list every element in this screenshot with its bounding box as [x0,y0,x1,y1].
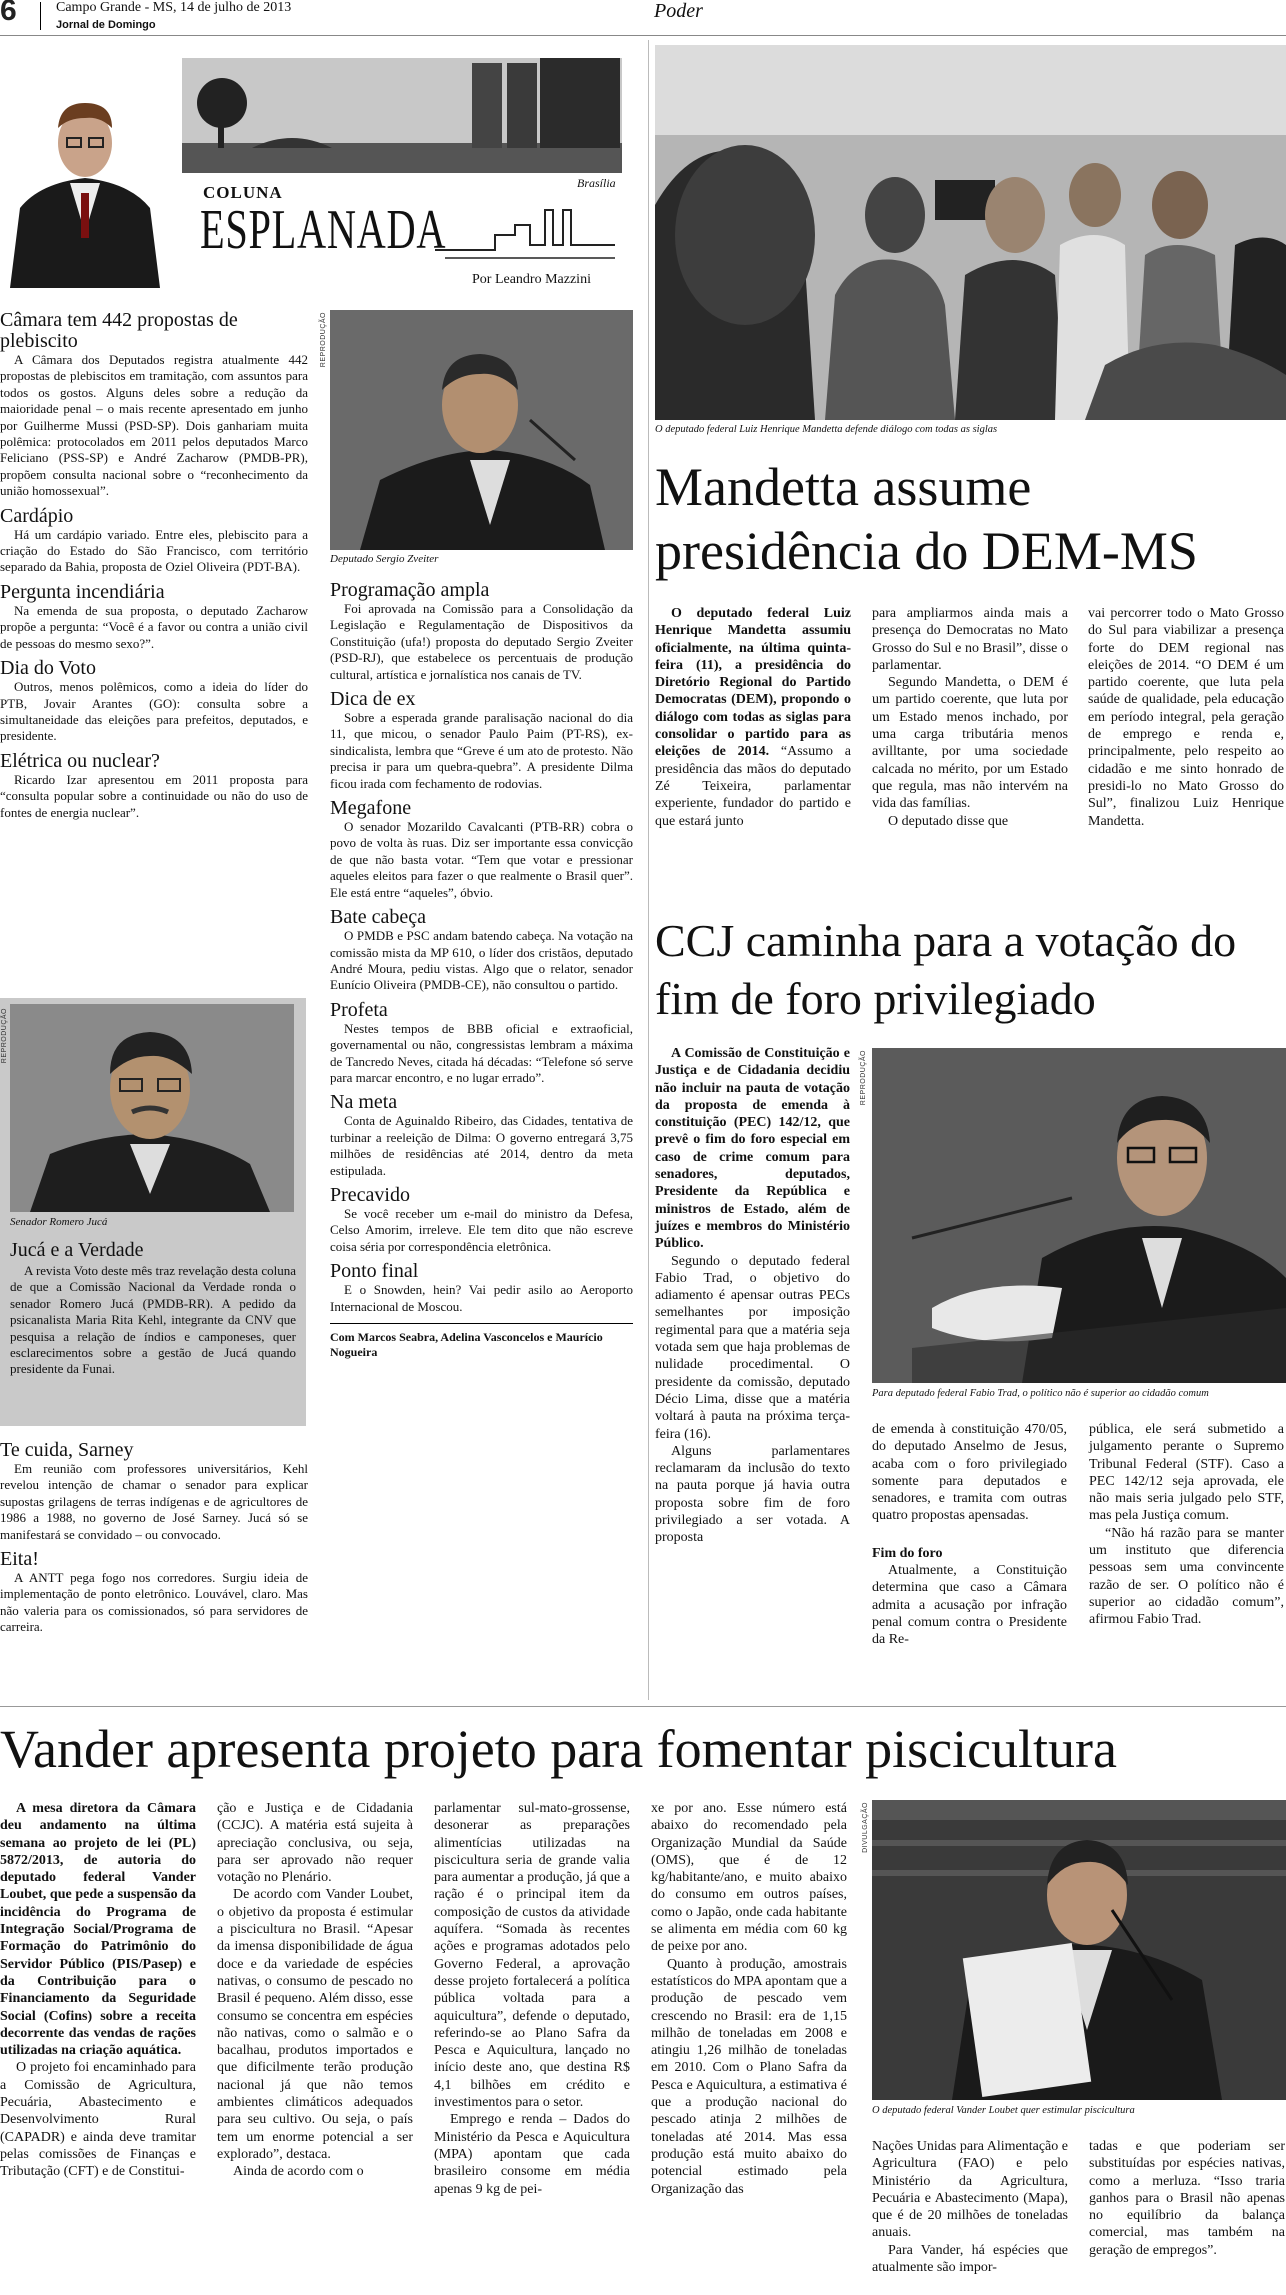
item-text: Foi aprovada na Comissão para a Consolidação da Legislação e Regulamentação de Dispositivos da Constituição (ufa!) proposta do deputado Sergio Zveiter (PSD-RJ), que estabelece os percentuais de produção cultural, artística e jornalística nos canais de TV. [330,601,633,682]
item-bate-cabeca [330,907,633,994]
item-camara [0,310,308,500]
item-text: A Câmara dos Deputados registra atualmente 442 propostas de plebiscitos em tramitação, com assuntos para todos os gostos. Alguns deles sobre a redução da maioridade penal – o mais recente apresentado em junho por Guilherme Mussi (PSD-SP). Dois ganhariam muita polêmica: protocolados em 2011 pelos deputados Marco Feliciano (PSS-SP) e André Zacharow (PMDB-PR), propõem consulta nacional sobre o “reconhecimento da união homossexual”. [0,352,308,499]
ccj-col2-p2: Atualmente, a Constituição determina que caso a Câmara admita a acusação por infração penal comum contra o Presidente da Re- [872,1563,1067,1648]
ccj-col1-p3: Alguns parlamentares reclamaram da inclusão do texto na pauta porque já havia outra proposta sobre fim de foro privilegiado a ser votada. A proposta [655,1443,850,1546]
column-byline: Por Leandro Mazzini [472,272,591,287]
mandetta-col2-p2: Segundo Mandetta, o DEM é um partido coerente, que luta por um Estado menos inchado, por uma carga tributária menos avilltante, por uma sociedade calcada no mérito, por um Estado que regula, mas não intervém na vida das famílias. [872,675,1068,812]
vander-col2-p2: De acordo com Vander Loubet, o objetivo da proposta é estimular a piscicultura no Brasil. “Apesar da imensa disponibilidade de água doce e da variedade de espécies nativas, o consumo de pescado no Brasil é pequeno. Além disso, esse consumo se concentra em espécies não nativas, como o salmão e o bacalhau, produtos importados e que dificilmente terão produção nacional já que não temos ambientes climáticos adequados para seu cultivo. Ou seja, o país tem um enorme potencial a ser explorado”, destaca. [217,1887,413,2162]
item-title: Megafone [330,797,412,820]
ccj-lead: A Comissão de Constituição e Justiça e de Cidadania decidiu não incluir na pauta de votação da proposta de emenda à constituição (PEC) 142/12, que prevê o fim do foro especial em caso de crime comum para senadores, deputados, Presidente da República e ministros de Estado, além de juízes e membros do Ministério Público. [655,1046,850,1252]
item-title: Cardápio [0,504,74,527]
vander-col2-p3: Ainda de acordo com o [233,2164,364,2180]
item-text: Ricardo Izar apresentou em 2011 proposta para “consulta popular sobre a continuidade ou não do uso de fontes de energia nuclear”. [0,771,308,820]
column-kicker: COLUNA [203,183,283,202]
item-text: O PMDB e PSC andam batendo cabeça. Na votação na comissão mista da MP 610, o líder dos cristãos, deputado André Moura, pediu vistas. Algo que o relator, senador Eunício Oliveira (PMDB-CE), não consultou o partido. [330,928,633,993]
ccj-headline: CCJ caminha para a votação do fim de foro privilegiado [655,915,1237,1024]
vander-top-rule [0,1706,1286,1707]
item-title: Dica de ex [330,688,416,711]
item-title: Pergunta incendiária [0,580,165,603]
item-text: Nestes tempos de BBB oficial e extraoficial, governamental ou não, congressistas lembram a máxima de Tancredo Neves, citada há décadas: “Telefone só serve para marcar encontro, e no lugar errado”. [330,1020,633,1085]
item-text: O senador Mozarildo Cavalcanti (PTB-RR) cobra o povo de volta às ruas. Diz ser importante essa convicção de que não basta votar. “Tem que votar e pressionar aqueles eleitos para fazer o que realmente o Brasil quer”. Ele está entre “aqueles”, óbvio. [330,819,633,900]
mandetta-col2-p1: para ampliarmos ainda mais a presença do Democratas no Mato Grosso do Sul e no Brasil”, disse o parlamentar. [872,606,1068,673]
item-text: Sobre a esperada grande paralisação nacional do dia 11, que micou, o senador Paulo Paim (PT-RS), ex-sindicalista, lembra que “Greve é um ato de protesto. Não precisa ir para um quebra-quebra”. A presidente Dilma ficou irada com fechamento de rodovias. [330,710,633,791]
vander-col6-p1: tadas e que poderiam ser substituídas por espécies nativas, como a merluza. “Isso traria ganhos para o Brasil não apenas no equilíbrio da balança comercial, mas também na geração de empregos”. [1089,2139,1285,2258]
juca-text: A revista Voto deste mês traz revelação desta coluna de que a Comissão Nacional da Verdade ronda o senador Romero Jucá (PMDB-RR). A pedido da psicanalista Maria Rita Kehl, integrante da CNV que pesquisa a relação de índios e camponeses, quer esclarecimentos sobre a gestão de Jucá quando presidente da Funai. [10,1263,296,1377]
item-text: Se você receber um e-mail do ministro da Defesa, Celso Amorim, irreleve. Ele tem dito que não escreve coisa séria por correspondência eletrônica. [330,1205,633,1254]
mandetta-col-2 [872,605,1068,830]
vander-caption: O deputado federal Vander Loubet quer estimular piscicultura [872,2105,1135,2116]
juca-photo [10,1004,294,1212]
trad-photo [872,1048,1286,1383]
item-programacao [330,580,633,683]
item-na-meta [330,1092,633,1179]
item-precavido [330,1185,633,1255]
item-title: Programação ampla [330,579,490,601]
section-label: Poder [654,0,703,22]
vander-col3-p2: Emprego e renda – Dados do Ministério da Pesca e Aquicultura (MPA) apontam que cada brasileiro consome em média apenas 9 kg de pei- [434,2112,630,2197]
item-dica-de-ex [330,689,633,792]
vander-col5-p2: Para Vander, há espécies que atualmente são impor- [872,2242,1068,2276]
column-footer: Com Marcos Seabra, Adelina Vasconcelos e Maurício Nogueira [330,1330,603,1359]
item-title: Te cuida, Sarney [0,1439,134,1461]
juca-title: Jucá e a Verdade [10,1239,144,1261]
brasilia-photo [182,58,622,173]
item-text: Conta de Aguinaldo Ribeiro, das Cidades, tentativa de turbinar a reeleição de Dilma: O governo entregará 3,75 milhões de residências até 2014, dentro da meta estipulada. [330,1113,633,1178]
vander-col1-p2: O projeto foi encaminhado para a Comissão de Agricultura, Pecuária, Abastecimento e Desenvolvimento Rural (CAPADR) e ainda deve tramitar pelas comissões de Finanças e Tributação (CFT) e de Constitui- [0,2060,196,2180]
item-title: Ponto final [330,1260,419,1283]
ccj-col1-p2: Segundo o deputado federal Fabio Trad, o objetivo do adiamento é apensar outras PECs semelhantes por imposição regimental para que a matéria seja votada sem que haja problemas de nulidade procedimental. O presidente da comissão, deputado Décio Lima, disse que a matéria voltará à pauta na próxima terça-feira (16). [655,1253,850,1442]
trad-photo-credit: REPRODUÇÃO [860,1050,867,1106]
item-title: Eita! [0,1548,39,1571]
column-place: Brasília [577,176,616,190]
item-title: Bate cabeça [330,906,427,929]
vander-col-4 [651,1800,847,2198]
item-title: Profeta [330,998,388,1021]
item-text: E o Snowden, hein? Vai pedir asilo ao Aeroporto Internacional de Moscou. [330,1282,633,1314]
mandetta-col-1 [655,605,851,830]
vander-col2-p1: ção e Justiça e de Cidadania (CCJC). A matéria está sujeita à apreciação conclusiva, ou seja, para ser aprovado não requer votação no Plenário. [217,1801,413,1886]
dateline: Campo Grande - MS, 14 de julho de 2013 [56,0,292,15]
vander-col-5 [872,2138,1068,2276]
vander-col-2 [217,1800,413,2181]
item-text: Na emenda de sua proposta, o deputado Zacharow propõe a pergunta: “Você é a favor ou contra a união civil de pessoas do mesmo sexo?”. [0,602,308,651]
item-te-cuida [0,1440,308,1543]
vander-col3-p1: parlamentar sul-mato-grossense, desonerar as preparações alimentícias utilizadas na piscicultura seria de grande valia para aumentar a produção, já que a ração é o principal item da composição de custos da atividade aquífera. “Somada às recentes ações e programas adotados pelo Governo Federal, a aprovação desse projeto fortalecerá a política pública voltada para a aquicultura”, defende o deputado, referindo-se ao Plano Safra da Pesca e Aquicultura, lançado no início deste ano, que destina R$ 4,1 bilhões em crédito e investimentos para o setor. [434,1801,630,2111]
mandetta-col1-rest: “Assumo a presidência das mãos do deputado Zé Teixeira, parlamentar experiente, fundador do partido e que estará junto [655,744,851,829]
ccj-col-3 [1089,1421,1284,1629]
item-title: Na meta [330,1091,398,1114]
vander-col-6 [1089,2138,1285,2259]
item-text: Em reunião com professores universitários, Kehl revelou intenção de chamar o senador para explicar supostas grilagens de terras indígenas e de agricultores de 1986 a 1988, no governo de José Sarney. Jucá só se manifestará se convidado – ou convocado. [0,1461,308,1542]
ccj-subhead: Fim do foro [872,1545,943,1561]
item-eletrica [0,751,308,821]
item-text: A ANTT pega fogo nos corredores. Surgiu ideia de implementação de ponto eletrônico. Louvável, claro. Mas não valeria para os comissionados, só para servidores de carreira. [0,1570,308,1635]
mandetta-col2-p3: O deputado disse que [888,813,1009,829]
congress-line-art [435,200,615,260]
paper-name: Jornal de Domingo [56,19,156,31]
ccj-col-2 [872,1421,1067,1649]
juca-caption: Senador Romero Jucá [10,1216,108,1228]
vander-lead: A mesa diretora da Câmara deu andamento na última semana ao projeto de lei (PL) 5872/2013, de autoria do deputado federal Vander Loubet, que pede a suspensão da incidência do Programa de Integração Social/Programa de Formação do Patrimônio do Servidor Público (PIS/Pasep) e da Contribuição para o Financiamento da Seguridade Social (Cofins) sobre a receita decorrente das vendas de rações utilizadas na criação aquática. [0,1801,196,2059]
ccj-col3-p2: “Não há razão para se manter um instituto que diferencia pessoas sem uma convincente razão de ser. O político não é superior ao cidadão comum”, afirmou Fabio Trad. [1089,1525,1284,1628]
mandetta-col-3 [1088,605,1284,830]
item-text: Outros, menos polêmicos, como a ideia do líder do PTB, Jovair Arantes (GO): consulta sobre a simultaneidade das eleições para prefeitos, deputados, e presidente. [0,679,308,744]
item-profeta [330,1000,633,1087]
vander-photo-credit: DIVULGAÇÃO [862,1802,869,1853]
vander-photo [872,1800,1286,2100]
item-dia-do-voto [0,658,308,745]
item-eita [0,1549,308,1636]
vander-col4-p1: xe por ano. Esse número está abaixo do recomendado pela Organização Mundial da Saúde (OMS), que é de 12 kg/habitante/ano, e muito abaixo do consumo em outros países, como o Japão, onde cada habitante se alimenta em média com 60 kg de peixe por ano. [651,1801,847,1955]
zveiter-photo-credit: REPRODUÇÃO [320,312,327,368]
vander-col5-p1: Nações Unidas para Alimentação e Agricultura (FAO) e pelo Ministério da Agricultura, Pecuária e Abastecimento (Mapa), que é de 20 milhões de toneladas anuais. [872,2139,1068,2241]
item-cardapio [0,506,308,576]
header-rule [0,35,1286,36]
left-column-2 [0,1440,308,1642]
ccj-col3-p1: pública, ele será submetido a julgamento perante o Supremo Tribunal Federal (STF). Caso a PEC 142/12 seja aprovada, ele não mais seria julgado pelo STF, mas pela Justiça comum. [1089,1422,1284,1524]
left-column [0,310,308,827]
juca-box [0,998,306,1426]
column-section-rule [648,40,649,1700]
item-pergunta [0,582,308,652]
zveiter-caption: Deputado Sergio Zveiter [330,553,439,565]
ccj-col2-p1: de emenda à constituição 470/05, do deputado Anselmo de Jesus, acaba com o foro privilegiado somente para deputados e senadores, e tramita com outras quatro propostas apensadas. [872,1422,1067,1524]
columnist-photo [0,58,165,288]
mandetta-caption: O deputado federal Luiz Henrique Mandetta defende diálogo com todas as siglas [655,424,998,435]
column-title: ESPLANADA [200,199,447,261]
mandetta-headline: Mandetta assume presidência do DEM-MS [655,457,1198,581]
item-title: Precavido [330,1183,410,1206]
item-title: Câmara tem 442 propostas de plebiscito [0,309,238,352]
juca-photo-credit: REPRODUÇÃO [1,1008,8,1064]
zveiter-photo [330,310,633,550]
vander-col-1 [0,1800,196,2181]
middle-column [330,580,633,1360]
item-text: Há um cardápio variado. Entre eles, plebiscito para a criação do Estado do São Francisco, com território separado da Bahia, proposta de Oziel Oliveira (PDT-BA). [0,526,308,575]
vander-col4-p2: Quanto à produção, amostrais estatísticos do MPA apontam que a produção de pescado vem crescendo no Brasil: era de 1,15 milhão de toneladas em 2008 e atingiu 1,26 milhão de toneladas em 2010. Com o Plano Safra da Pesca e Aquicultura, a estimativa é que a produção nacional do pescado atinja 2 milhões de toneladas até 2014. Mas essa produção está muito abaixo do potencial estimado pela Organização das [651,1956,847,2197]
trad-caption: Para deputado federal Fabio Trad, o político não é superior ao cidadão comum [872,1388,1209,1399]
vander-col-3 [434,1800,630,2198]
mandetta-photo [655,45,1286,420]
ccj-col-1 [655,1045,850,1547]
page-number: 6 [0,0,17,27]
item-title: Elétrica ou nuclear? [0,749,160,772]
item-title: Dia do Voto [0,657,96,680]
mandetta-col3-p1: vai percorrer todo o Mato Grosso do Sul para viabilizar a presença forte do DEM regional nas eleições de 2014. “O DEM é um partido coerente, que luta pela saúde de qualidade, pela educação em período integral, pela geração de emprego e renda e, principalmente, pelo respeito ao cidadão e me sinto honrado de presidi-lo no Mato Grosso do Sul”, finalizou Luiz Henrique Mandetta. [1088,606,1284,829]
item-megafone [330,798,633,901]
column-footer-wrap [330,1323,633,1360]
vander-headline: Vander apresenta projeto para fomentar piscicultura [0,1719,1117,1779]
item-ponto-final [330,1261,633,1315]
mandetta-lead: O deputado federal Luiz Henrique Mandetta assumiu oficialmente, na última quinta-feira (11), a presidência do Diretório Regional do Partido Democratas (DEM), propondo o diálogo com todas as siglas para consolidar o partido para as eleições de 2014. [655,606,851,760]
masthead-divider [40,2,41,30]
